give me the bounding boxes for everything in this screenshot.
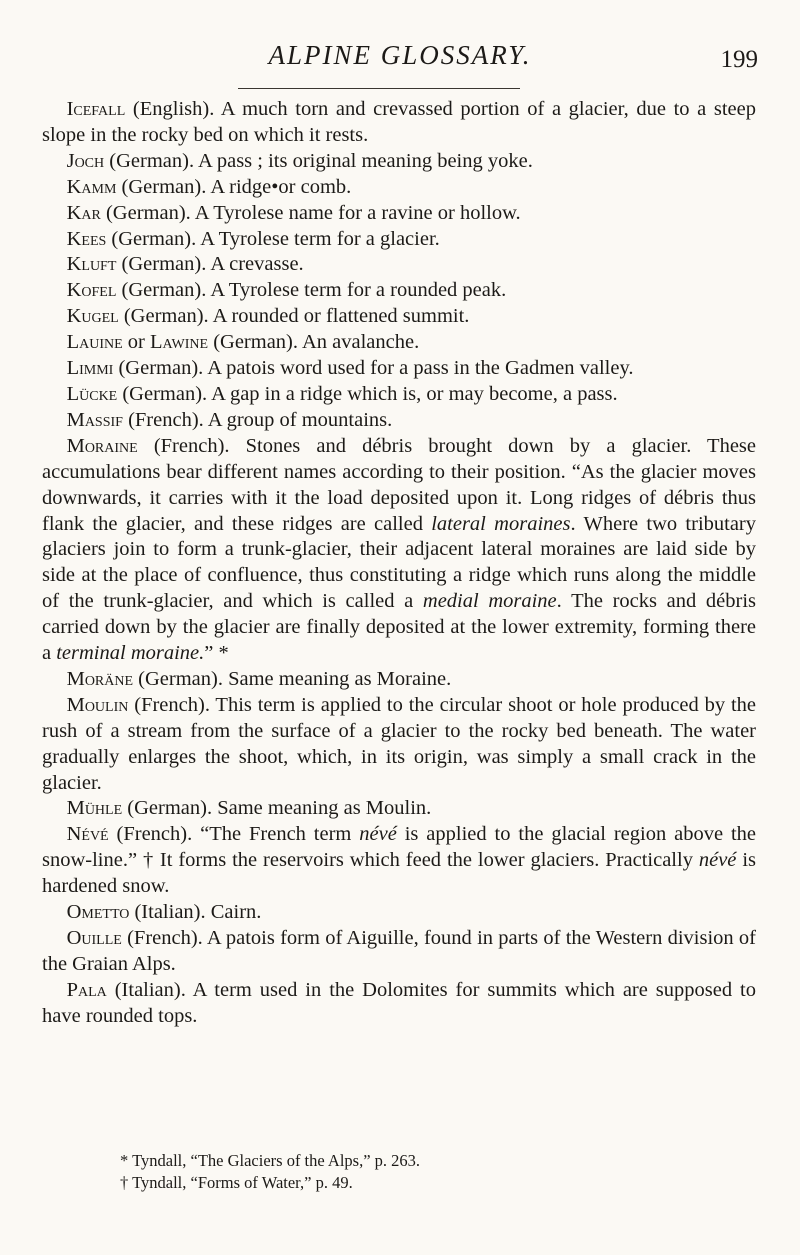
entry-text: (French). A patois form of Aiguille, found in parts of the Western division of the Graian Alps. bbox=[42, 927, 756, 975]
entry-term: Kamm bbox=[66, 175, 117, 198]
glossary-entry-moulin bbox=[42, 693, 756, 797]
entry-term: Moräne bbox=[66, 667, 134, 690]
entry-text: (Italian). Cairn. bbox=[129, 901, 262, 924]
entry-term: Icefall bbox=[66, 98, 126, 120]
entry-text: (German). An avalanche. bbox=[208, 331, 420, 354]
entry-text: (French). A group of mountains. bbox=[122, 408, 393, 431]
glossary-entry-ouille bbox=[42, 926, 756, 978]
glossary-entry-lucke bbox=[42, 382, 756, 408]
entry-text: (French). Stones and débris brought down by a glacier. These accumulations bear different names according to their position. “As the glacier moves downwards, it carries with it the load deposited upon it. Long ridges of débris thus flank the glacier, and these ridges are called bbox=[42, 434, 756, 535]
entry-text: . The rocks and débris carried down by the glacier are finally deposited at the lower extremity, forming there a bbox=[42, 590, 756, 665]
entry-term: Mühle bbox=[66, 797, 123, 820]
page-number: 199 bbox=[720, 46, 758, 73]
glossary-entry-ometto bbox=[42, 900, 756, 926]
entry-text: (German). A pass ; its original meaning being yoke. bbox=[104, 149, 533, 172]
footnotes bbox=[120, 1150, 720, 1194]
glossary-entry-massif bbox=[42, 408, 756, 434]
entry-term-alt: Lawine bbox=[150, 331, 209, 354]
entry-term: Ouille bbox=[66, 927, 122, 949]
entry-text: (German). A crevasse. bbox=[116, 253, 304, 276]
glossary-entry-icefall bbox=[42, 97, 756, 149]
glossary-entry-limmi bbox=[42, 356, 756, 382]
entry-term: Kugel bbox=[66, 305, 119, 328]
entry-text: . Where two tributary glaciers join to form a trunk-glacier, their adjacent lateral moraines are laid side by side at the place of confluence, thus constituting a ridge which runs along the middle of the trunk-glacier, and which is called a bbox=[42, 512, 757, 613]
entry-term: Limmi bbox=[66, 357, 114, 380]
glossary-entry-joch bbox=[42, 149, 756, 175]
entry-term: Lauine bbox=[66, 331, 123, 354]
glossary-entry-kamm bbox=[42, 175, 756, 201]
entry-text: (Italian). A term used in the Dolomites for summits which are supposed to have rounded tops. bbox=[42, 978, 756, 1027]
footnote: † Tyndall, “Forms of Water,” p. 49. bbox=[120, 1173, 353, 1192]
entry-term: Moraine bbox=[66, 434, 138, 457]
glossary-entry-neve bbox=[42, 822, 756, 900]
entry-text: (German). A ridge•or comb. bbox=[116, 175, 352, 198]
italic-term: névé bbox=[359, 823, 397, 846]
entry-term: Kar bbox=[66, 201, 101, 224]
glossary-body bbox=[42, 97, 756, 1030]
entry-text: (French). This term is applied to the circular shoot or hole produced by the rush of a stream from the surface of a glacier to the rocky bed beneath. The water gradually enlarges the shoot, which, in its origin, was simply a small crack in the glacier. bbox=[42, 693, 756, 794]
running-head bbox=[0, 30, 800, 78]
entry-text: (German). Same meaning as Moulin. bbox=[122, 797, 432, 820]
italic-term: terminal moraine. bbox=[56, 642, 205, 665]
entry-text: (German). A Tyrolese name for a ravine or hollow. bbox=[100, 201, 521, 224]
glossary-entry-kofel bbox=[42, 278, 756, 304]
entry-term: Kluft bbox=[66, 253, 117, 276]
entry-text: (German). Same meaning as Moraine. bbox=[133, 667, 452, 690]
entry-text: (German). A Tyrolese term for a rounded peak. bbox=[116, 279, 507, 302]
glossary-entry-morane bbox=[42, 667, 756, 693]
entry-term: Lücke bbox=[66, 382, 118, 405]
glossary-entry-kugel bbox=[42, 304, 756, 330]
entry-text: (German). A Tyrolese term for a glacier. bbox=[106, 227, 440, 250]
glossary-entry-moraine bbox=[42, 434, 756, 667]
entry-text: (German). A patois word used for a pass in the Gadmen valley. bbox=[113, 357, 634, 380]
entry-term: Massif bbox=[66, 408, 123, 431]
entry-term: Kees bbox=[66, 227, 107, 250]
entry-text: is hardened snow. bbox=[42, 849, 756, 898]
italic-term: lateral moraines bbox=[431, 512, 571, 535]
entry-text: (French). “The French term bbox=[108, 823, 360, 846]
italic-term: medial moraine bbox=[422, 590, 557, 613]
entry-text: ” * bbox=[204, 642, 229, 665]
entry-connector: or bbox=[122, 331, 150, 354]
entry-text: is applied to the glacial region above the snow-line.” † It forms the reservoirs which feed the lower glaciers. Practically bbox=[42, 823, 757, 872]
entry-term: Névé bbox=[66, 823, 109, 846]
running-title: ALPINE GLOSSARY. bbox=[268, 40, 532, 70]
entry-term: Ometto bbox=[66, 901, 130, 924]
italic-term: névé bbox=[698, 849, 737, 872]
glossary-entry-kees bbox=[42, 227, 756, 253]
entry-term: Pala bbox=[66, 978, 107, 1001]
entry-text: (German). A gap in a ridge which is, or may become, a pass. bbox=[117, 382, 618, 405]
glossary-entry-pala bbox=[42, 978, 756, 1030]
glossary-entry-kluft bbox=[42, 252, 756, 278]
footnote: * Tyndall, “The Glaciers of the Alps,” p. 263. bbox=[120, 1151, 421, 1170]
entry-term: Kofel bbox=[66, 279, 117, 302]
header-rule bbox=[238, 88, 520, 89]
entry-term: Moulin bbox=[66, 693, 129, 716]
glossary-entry-lauine bbox=[42, 330, 756, 356]
entry-term: Joch bbox=[66, 149, 105, 172]
glossary-entry-kar bbox=[42, 201, 756, 227]
glossary-entry-muhle bbox=[42, 796, 756, 822]
entry-text: (English). A much torn and crevassed portion of a glacier, due to a steep slope in the rocky bed on which it rests. bbox=[42, 98, 756, 146]
entry-text: (German). A rounded or flattened summit. bbox=[118, 305, 470, 328]
